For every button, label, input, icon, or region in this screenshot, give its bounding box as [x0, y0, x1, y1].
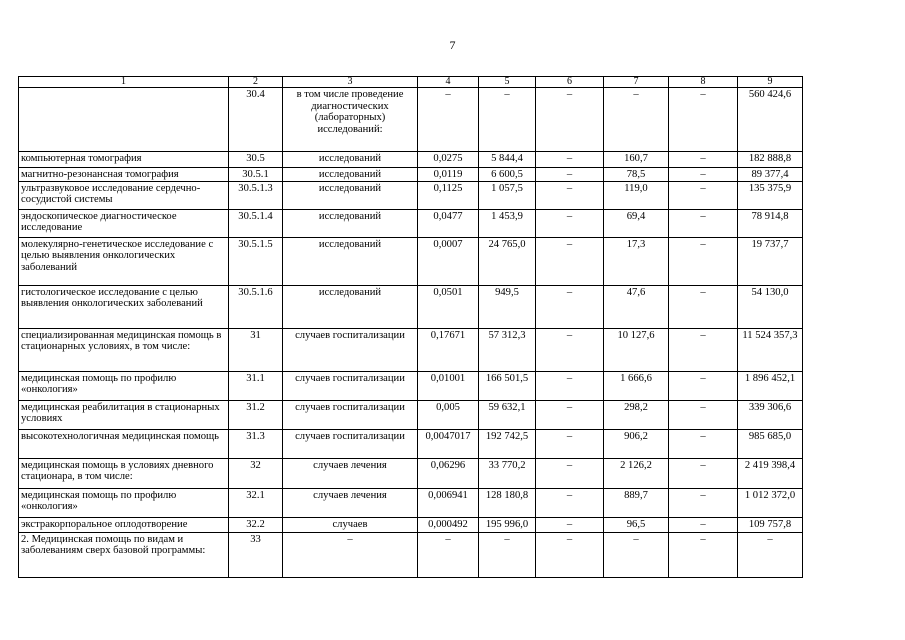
cell-c7: – [669, 209, 738, 237]
cell-c5: – [536, 429, 604, 458]
cell-c6: 889,7 [604, 488, 669, 517]
cell-c5: – [536, 532, 604, 577]
cell-c4: 128 180,8 [479, 488, 536, 517]
cell-c3: 0,0007 [418, 237, 479, 285]
cell-unit: случаев [283, 517, 418, 532]
cell-c4: 33 770,2 [479, 458, 536, 488]
cell-c5: – [536, 209, 604, 237]
cell-c6: 160,7 [604, 152, 669, 168]
table-row [19, 400, 803, 429]
cell-c4: 1 057,5 [479, 181, 536, 209]
column-header: 3 [283, 77, 418, 88]
cell-c3: 0,000492 [418, 517, 479, 532]
cell-c8: 339 306,6 [738, 400, 803, 429]
cell-c6: 17,3 [604, 237, 669, 285]
table-row [19, 152, 803, 168]
page-number: 7 [449, 38, 456, 52]
cell-unit: случаев лечения [283, 458, 418, 488]
row-label: медицинская помощь по профилю «онкология» [19, 371, 229, 400]
cell-c5: – [536, 371, 604, 400]
cell-c8: 182 888,8 [738, 152, 803, 168]
row-label: гистологическое исследование с целью выявления онкологических заболеваний [19, 285, 229, 328]
cell-c5: – [536, 152, 604, 168]
cell-c7: – [669, 152, 738, 168]
row-label: 2. Медицинская помощь по видам и заболеваниям сверх базовой программы: [19, 532, 229, 577]
cell-c7: – [669, 371, 738, 400]
cell-c6: 78,5 [604, 168, 669, 182]
column-header: 8 [669, 77, 738, 88]
cell-code: 31.2 [229, 400, 283, 429]
cell-c5: – [536, 88, 604, 152]
table-row [19, 517, 803, 532]
cell-c7: – [669, 429, 738, 458]
cell-c6: 119,0 [604, 181, 669, 209]
cell-c8: 11 524 357,3 [738, 328, 803, 371]
cell-c5: – [536, 488, 604, 517]
cell-c8: 985 685,0 [738, 429, 803, 458]
cell-c3: 0,0119 [418, 168, 479, 182]
cell-unit: случаев госпитализации [283, 371, 418, 400]
cell-c6: – [604, 532, 669, 577]
cell-c4: 24 765,0 [479, 237, 536, 285]
row-label: высокотехнологичная медицинская помощь [19, 429, 229, 458]
cell-code: 30.5.1 [229, 168, 283, 182]
cell-c7: – [669, 517, 738, 532]
cell-c5: – [536, 168, 604, 182]
cell-unit: исследований [283, 181, 418, 209]
cell-unit: – [283, 532, 418, 577]
cell-c4: 57 312,3 [479, 328, 536, 371]
cell-unit: исследований [283, 168, 418, 182]
cell-c7: – [669, 488, 738, 517]
cell-c7: – [669, 532, 738, 577]
cell-c8: 54 130,0 [738, 285, 803, 328]
data-table [18, 76, 803, 578]
table-row [19, 181, 803, 209]
row-label: молекулярно-генетическое исследование с целью выявления онкологических заболеваний [19, 237, 229, 285]
cell-c3: – [418, 88, 479, 152]
cell-c8: 560 424,6 [738, 88, 803, 152]
cell-c7: – [669, 328, 738, 371]
column-header: 9 [738, 77, 803, 88]
cell-c4: 949,5 [479, 285, 536, 328]
row-label: ультразвуковое исследование сердечно-сосудистой системы [19, 181, 229, 209]
cell-code: 32.1 [229, 488, 283, 517]
cell-c7: – [669, 88, 738, 152]
column-header: 6 [536, 77, 604, 88]
cell-c5: – [536, 458, 604, 488]
column-number-row [19, 77, 803, 88]
cell-c7: – [669, 168, 738, 182]
cell-code: 30.5.1.3 [229, 181, 283, 209]
cell-c3: 0,006941 [418, 488, 479, 517]
cell-c5: – [536, 517, 604, 532]
cell-unit: в том числе проведение диагностических (лабораторных) исследований: [283, 88, 418, 152]
cell-c7: – [669, 181, 738, 209]
cell-c6: 47,6 [604, 285, 669, 328]
cell-c3: 0,0047017 [418, 429, 479, 458]
table-row [19, 237, 803, 285]
cell-c6: – [604, 88, 669, 152]
row-label: медицинская помощь в условиях дневного стационара, в том числе: [19, 458, 229, 488]
cell-c6: 1 666,6 [604, 371, 669, 400]
cell-c6: 10 127,6 [604, 328, 669, 371]
cell-c6: 298,2 [604, 400, 669, 429]
cell-c6: 2 126,2 [604, 458, 669, 488]
cell-code: 30.5.1.4 [229, 209, 283, 237]
cell-c6: 96,5 [604, 517, 669, 532]
cell-code: 30.5 [229, 152, 283, 168]
cell-code: 32 [229, 458, 283, 488]
cell-c4: 166 501,5 [479, 371, 536, 400]
cell-c3: 0,1125 [418, 181, 479, 209]
cell-c8: 78 914,8 [738, 209, 803, 237]
cell-c3: 0,005 [418, 400, 479, 429]
table-row [19, 488, 803, 517]
table-row [19, 168, 803, 182]
cell-c8: 109 757,8 [738, 517, 803, 532]
row-label: эндоскопическое диагностическое исследование [19, 209, 229, 237]
cell-c3: 0,0477 [418, 209, 479, 237]
cell-code: 30.5.1.6 [229, 285, 283, 328]
cell-code: 31.1 [229, 371, 283, 400]
cell-c5: – [536, 285, 604, 328]
cell-unit: исследований [283, 152, 418, 168]
cell-c4: 192 742,5 [479, 429, 536, 458]
cell-c8: 1 896 452,1 [738, 371, 803, 400]
cell-c3: 0,06296 [418, 458, 479, 488]
cell-unit: случаев лечения [283, 488, 418, 517]
cell-c8: 135 375,9 [738, 181, 803, 209]
cell-c8: – [738, 532, 803, 577]
cell-code: 31.3 [229, 429, 283, 458]
cell-c3: 0,0275 [418, 152, 479, 168]
table-row [19, 209, 803, 237]
cell-c4: 5 844,4 [479, 152, 536, 168]
cell-unit: исследований [283, 209, 418, 237]
cell-unit: случаев госпитализации [283, 429, 418, 458]
cell-unit: исследований [283, 285, 418, 328]
cell-c5: – [536, 400, 604, 429]
row-label [19, 88, 229, 152]
cell-c6: 69,4 [604, 209, 669, 237]
column-header: 5 [479, 77, 536, 88]
table-row [19, 532, 803, 577]
cell-c7: – [669, 285, 738, 328]
table-row [19, 429, 803, 458]
cell-c6: 906,2 [604, 429, 669, 458]
cell-c8: 19 737,7 [738, 237, 803, 285]
cell-code: 31 [229, 328, 283, 371]
table-row [19, 285, 803, 328]
column-header: 2 [229, 77, 283, 88]
table-row [19, 88, 803, 152]
cell-c5: – [536, 328, 604, 371]
cell-c3: 0,01001 [418, 371, 479, 400]
cell-code: 30.5.1.5 [229, 237, 283, 285]
cell-c4: – [479, 88, 536, 152]
row-label: медицинская помощь по профилю «онкология» [19, 488, 229, 517]
cell-c3: 0,17671 [418, 328, 479, 371]
table-row [19, 458, 803, 488]
table-row [19, 328, 803, 371]
cell-c4: 195 996,0 [479, 517, 536, 532]
table-row [19, 371, 803, 400]
cell-unit: исследований [283, 237, 418, 285]
cell-c7: – [669, 237, 738, 285]
cell-code: 32.2 [229, 517, 283, 532]
cell-c3: 0,0501 [418, 285, 479, 328]
row-label: магнитно-резонансная томография [19, 168, 229, 182]
row-label: специализированная медицинская помощь в стационарных условиях, в том числе: [19, 328, 229, 371]
cell-c8: 1 012 372,0 [738, 488, 803, 517]
cell-c4: – [479, 532, 536, 577]
cell-c3: – [418, 532, 479, 577]
cell-c8: 2 419 398,4 [738, 458, 803, 488]
cell-c5: – [536, 181, 604, 209]
column-header: 4 [418, 77, 479, 88]
cell-c4: 6 600,5 [479, 168, 536, 182]
cell-code: 33 [229, 532, 283, 577]
cell-c5: – [536, 237, 604, 285]
column-header: 1 [19, 77, 229, 88]
cell-c7: – [669, 458, 738, 488]
cell-c4: 59 632,1 [479, 400, 536, 429]
row-label: экстракорпоральное оплодотворение [19, 517, 229, 532]
cell-c7: – [669, 400, 738, 429]
row-label: компьютерная томография [19, 152, 229, 168]
row-label: медицинская реабилитация в стационарных условиях [19, 400, 229, 429]
cell-unit: случаев госпитализации [283, 400, 418, 429]
cell-c8: 89 377,4 [738, 168, 803, 182]
column-header: 7 [604, 77, 669, 88]
cell-c4: 1 453,9 [479, 209, 536, 237]
cell-unit: случаев госпитализации [283, 328, 418, 371]
cell-code: 30.4 [229, 88, 283, 152]
